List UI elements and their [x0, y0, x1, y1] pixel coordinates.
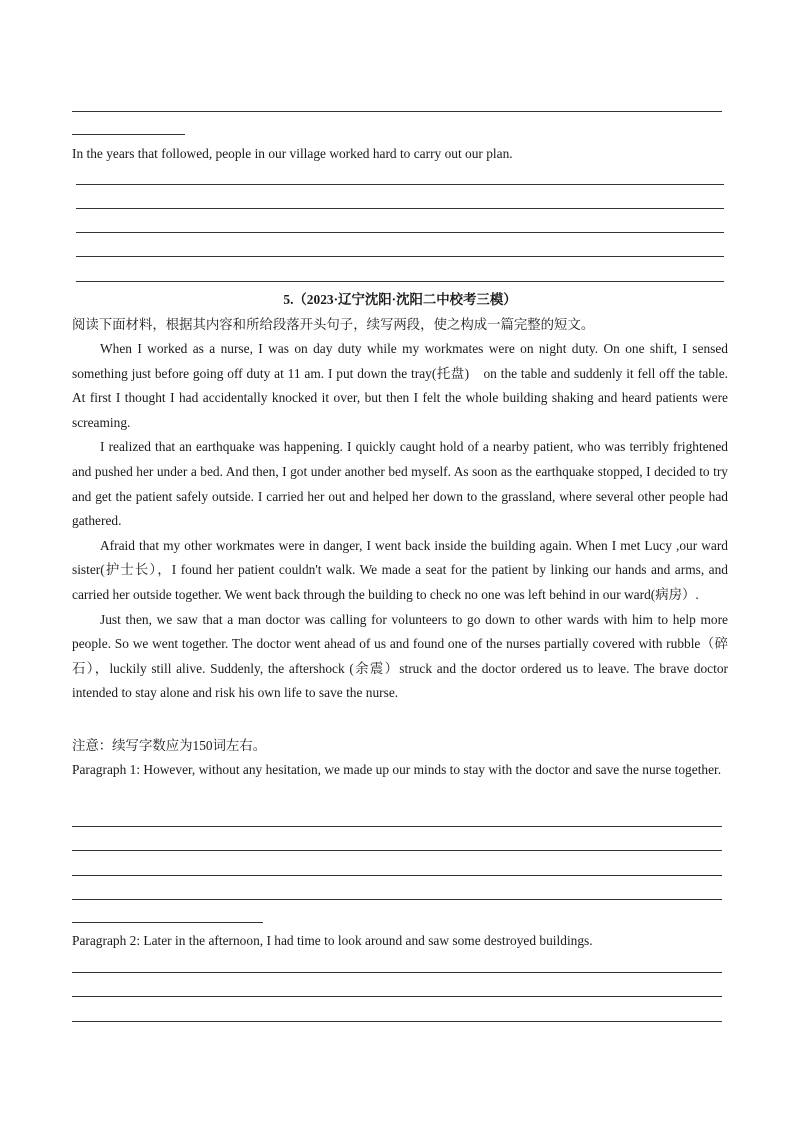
continuation-sentence: In the years that followed, people in our village worked hard to carry out our plan. — [72, 146, 513, 161]
passage-paragraph: When I worked as a nurse, I was on day duty while my workmates were on night duty. On one shift, I sensed something just before going off duty at 11 am. I put down the tray(托盘) on the table and suddenly it fell off the table. At first I thought I had accidentally knocked it over, but then I felt the whole building shaking and heard patients were screaming. — [72, 341, 728, 430]
answer-line — [76, 184, 724, 185]
answer-line-short — [72, 134, 185, 135]
question-instruction: 阅读下面材料，根据其内容和所给段落开头句子，续写两段，使之构成一篇完整的短文。 — [72, 317, 595, 332]
answer-line — [72, 826, 722, 827]
answer-line — [76, 232, 724, 233]
reading-passage — [72, 337, 728, 706]
answer-line — [72, 1021, 722, 1022]
question-heading: 5.（2023·辽宁沈阳·沈阳二中校考三模） — [283, 292, 517, 307]
answer-line — [76, 256, 724, 257]
passage-paragraph: I realized that an earthquake was happening. I quickly caught hold of a nearby patient, who was terribly frightened and pushed her under a bed. And then, I got under another bed myself. As soon as the earthquake stopped, I decided to try and get the patient safely outside. I carried her out and helped her down to the grassland, where several other people had gathered. — [72, 439, 728, 529]
answer-line — [72, 875, 722, 876]
answer-line-short — [72, 922, 263, 923]
answer-line — [76, 208, 724, 209]
answer-line — [72, 899, 722, 900]
answer-line — [72, 850, 722, 851]
passage-paragraph: Afraid that my other workmates were in danger, I went back inside the building again. When I met Lucy ,our ward sister(护士长），I found her patient couldn't walk. We made a seat for the patient by linking our hands and arms, and carried her outside together. We went back through the building to check no one was left behind in our ward(病房）. — [72, 537, 728, 602]
paragraph1-prompt — [72, 758, 728, 783]
answer-line — [72, 972, 722, 973]
passage-paragraph: Just then, we saw that a man doctor was calling for volunteers to go down to other wards with him to help more people. So we went together. The doctor went ahead of us and found one of the nurses partially covered with rubble（碎石），luckily still alive. Suddenly, the aftershock (余震）struck and the doctor ordered us to leave. The brave doctor intended to stay alone and risk his own life to save the nurse. — [72, 611, 728, 701]
word-count-note: 注意：续写字数应为150词左右。 — [72, 738, 267, 753]
answer-line — [76, 281, 724, 282]
answer-line — [72, 996, 722, 997]
answer-line — [72, 111, 722, 112]
paragraph1-start: Paragraph 1: However, without any hesitation, we made up our minds to stay with the doctor and save the nurse together. — [72, 762, 722, 777]
paragraph2-start: Paragraph 2: Later in the afternoon, I had time to look around and saw some destroyed buildings. — [72, 933, 593, 948]
